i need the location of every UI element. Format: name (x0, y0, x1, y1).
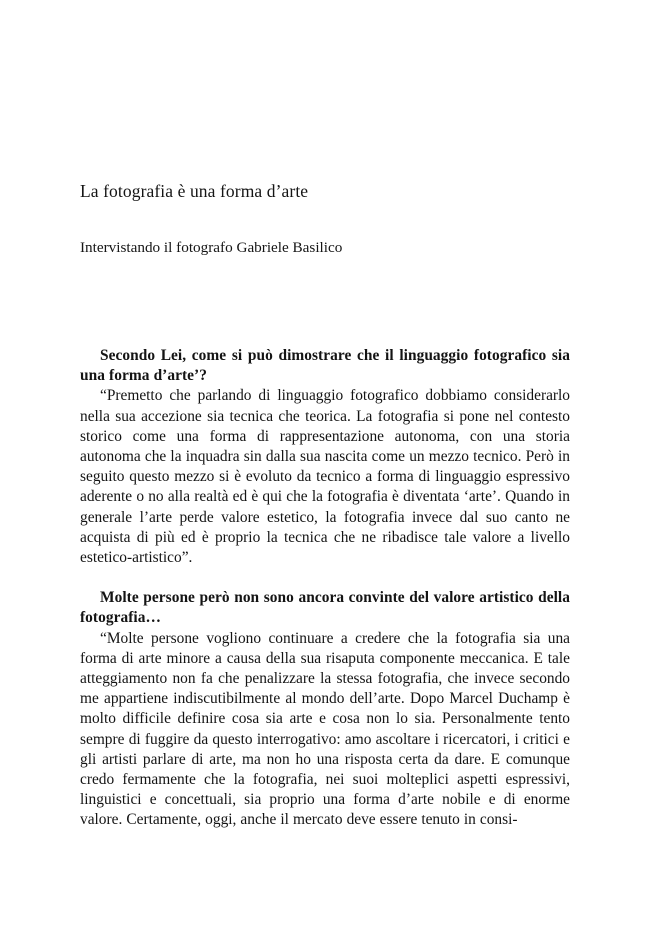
interview-answer: “Molte persone vogliono continuare a credere che la fotografia sia una forma di arte minore a causa della sua risaputa componente meccanica. E tale atteggiamento non fa che penalizzare la stessa fotografia, che invece secondo me appartiene indiscutibilmente al mondo dell’arte. Dopo Marcel Duchamp è molto difficile definire cosa sia arte e cosa non lo sia. Personalmente tento sempre di fuggire da questo interrogativo: amo ascoltare i ricercatori, i critici e gli artisti parlare di arte, ma non ho una risposta certa da dare. E comunque credo fermamente che la fotografia, nei suoi molteplici aspetti espressivi, linguistici e concettuali, sia proprio una forma d’arte nobile e di enorme valore. Certamente, oggi, anche il mercato deve essere tenuto in consi- (80, 629, 570, 829)
page-content (80, 180, 570, 831)
page-title: La fotografia è una forma d’arte (80, 181, 309, 201)
interview-question: Molte persone però non sono ancora convinte del valore artistico della fotografia… (80, 589, 570, 627)
interview-question: Secondo Lei, come si può dimostrare che il linguaggio fotografico sia una forma d’arte’? (80, 347, 570, 385)
interview-answer: “Premetto che parlando di linguaggio fotografico dobbiamo considerarlo nella sua accezione sia tecnica che teorica. La fotografia si pone nel contesto storico come una forma di rappresentazione autonoma, con una storia autonoma che la inquadra sin dalla sua nascita come un mezzo tecnico. Però in seguito questo mezzo si è evoluto da tecnico a forma di linguaggio espressivo aderente o no alla realtà ed è qui che la fotografia è diventata ‘arte’. Quando in generale l’arte perde valore estetico, la fotografia invece dal suo canto ne acquista di più ed è proprio la tecnica che ne ribadisce tale valore a livello estetico-artistico”. (80, 387, 570, 567)
interview-block (80, 588, 570, 830)
page-subtitle: Intervistando il fotografo Gabriele Basilico (80, 239, 343, 256)
interview-block (80, 346, 570, 568)
